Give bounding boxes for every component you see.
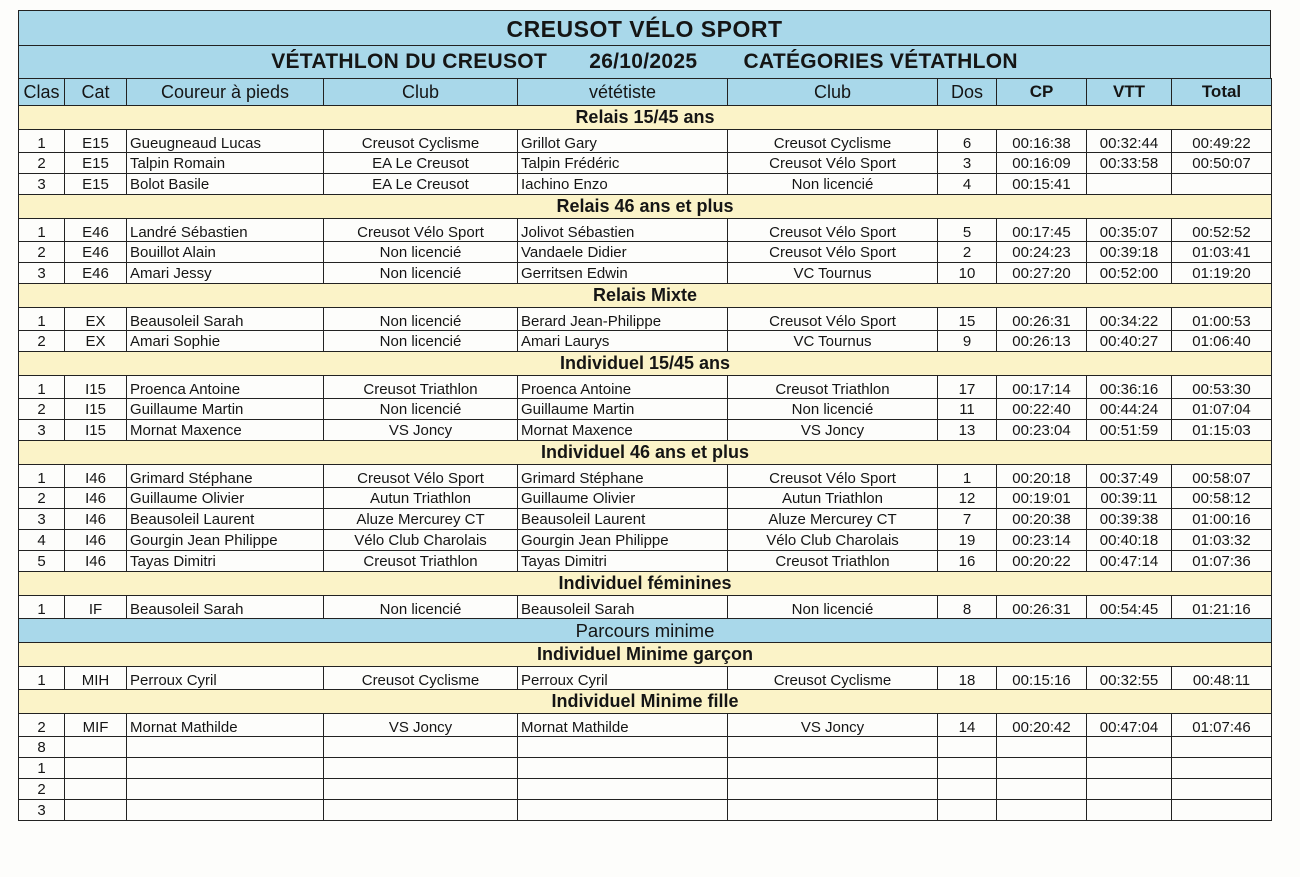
- table-row: [19, 420, 1272, 441]
- cell-cyclist: Mornat Mathilde: [518, 714, 728, 737]
- table-row: [19, 779, 1272, 800]
- cell-bib: 13: [938, 420, 997, 441]
- cell-runner-club: [324, 758, 518, 779]
- cell-category: E46: [65, 242, 127, 263]
- cell-vtt-time: [1087, 800, 1172, 821]
- cell-vtt-time: 00:54:45: [1087, 596, 1172, 619]
- cell-cp-time: 00:24:23: [997, 242, 1087, 263]
- table-row: [19, 219, 1272, 242]
- cell-bib: 11: [938, 399, 997, 420]
- cell-total-time: [1172, 779, 1272, 800]
- cell-total-time: 01:07:04: [1172, 399, 1272, 420]
- cell-cyclist: Perroux Cyril: [518, 667, 728, 690]
- cell-cyclist-club: Creusot Vélo Sport: [728, 153, 938, 174]
- section-header-row: [19, 441, 1272, 465]
- cell-category: I15: [65, 376, 127, 399]
- cell-cp-time: 00:16:38: [997, 130, 1087, 153]
- cell-cp-time: 00:26:31: [997, 308, 1087, 331]
- cell-cyclist-club: Creusot Cyclisme: [728, 130, 938, 153]
- event-title-bar: [18, 45, 1271, 78]
- cell-vtt-time: 00:34:22: [1087, 308, 1172, 331]
- cell-cyclist: Gourgin Jean Philippe: [518, 530, 728, 551]
- cell-bib: 17: [938, 376, 997, 399]
- cell-rank: 1: [19, 376, 65, 399]
- cell-runner-club: Non licencié: [324, 331, 518, 352]
- section-header-row: [19, 195, 1272, 219]
- cell-cp-time: 00:26:13: [997, 331, 1087, 352]
- cell-bib: [938, 800, 997, 821]
- cell-cp-time: 00:20:42: [997, 714, 1087, 737]
- cell-runner-club: [324, 779, 518, 800]
- col-header-runner-club: Club: [324, 79, 518, 106]
- col-header-cyclist: vététiste: [518, 79, 728, 106]
- cell-bib: [938, 737, 997, 758]
- cell-category: MIH: [65, 667, 127, 690]
- cell-category: [65, 779, 127, 800]
- col-header-cyclist-club: Club: [728, 79, 938, 106]
- section-title: Parcours minime: [19, 619, 1272, 643]
- cell-bib: 8: [938, 596, 997, 619]
- results-sheet: [18, 10, 1271, 821]
- cell-category: [65, 758, 127, 779]
- cell-total-time: 01:07:46: [1172, 714, 1272, 737]
- cell-bib: 3: [938, 153, 997, 174]
- cell-vtt-time: 00:51:59: [1087, 420, 1172, 441]
- cell-cyclist: [518, 800, 728, 821]
- cell-cyclist-club: [728, 800, 938, 821]
- cell-total-time: [1172, 758, 1272, 779]
- cell-cyclist-club: Creusot Triathlon: [728, 551, 938, 572]
- col-header-runner: Coureur à pieds: [127, 79, 324, 106]
- table-row: [19, 758, 1272, 779]
- cell-vtt-time: 00:47:14: [1087, 551, 1172, 572]
- cell-total-time: 01:00:53: [1172, 308, 1272, 331]
- cell-rank: 1: [19, 667, 65, 690]
- cell-runner-club: EA Le Creusot: [324, 153, 518, 174]
- table-row: [19, 714, 1272, 737]
- col-header-bib: Dos: [938, 79, 997, 106]
- cell-rank: 3: [19, 800, 65, 821]
- cell-cyclist: Proenca Antoine: [518, 376, 728, 399]
- cell-bib: [938, 779, 997, 800]
- cell-runner-club: [324, 800, 518, 821]
- section-title: Individuel Minime fille: [19, 690, 1272, 714]
- cell-cyclist-club: VC Tournus: [728, 263, 938, 284]
- section-header-row: [19, 284, 1272, 308]
- cell-runner: Amari Sophie: [127, 331, 324, 352]
- cell-runner-club: Creusot Vélo Sport: [324, 219, 518, 242]
- cell-cyclist: Grimard Stéphane: [518, 465, 728, 488]
- cell-bib: 9: [938, 331, 997, 352]
- cell-runner: Proenca Antoine: [127, 376, 324, 399]
- cell-bib: 12: [938, 488, 997, 509]
- cell-rank: 3: [19, 263, 65, 284]
- cell-cyclist: Guillaume Martin: [518, 399, 728, 420]
- cell-rank: 3: [19, 420, 65, 441]
- cell-category: E15: [65, 130, 127, 153]
- cell-total-time: 00:49:22: [1172, 130, 1272, 153]
- table-row: [19, 174, 1272, 195]
- cell-vtt-time: [1087, 779, 1172, 800]
- cell-runner: [127, 758, 324, 779]
- cell-category: EX: [65, 308, 127, 331]
- table-row: [19, 596, 1272, 619]
- cell-rank: 1: [19, 596, 65, 619]
- cell-category: I46: [65, 488, 127, 509]
- cell-category: I15: [65, 399, 127, 420]
- cell-cp-time: [997, 758, 1087, 779]
- cell-total-time: [1172, 174, 1272, 195]
- cell-runner: Grimard Stéphane: [127, 465, 324, 488]
- cell-category: E46: [65, 263, 127, 284]
- cell-runner: Tayas Dimitri: [127, 551, 324, 572]
- cell-cp-time: [997, 800, 1087, 821]
- table-row: [19, 509, 1272, 530]
- section-title: Relais Mixte: [19, 284, 1272, 308]
- table-row: [19, 331, 1272, 352]
- cell-bib: 10: [938, 263, 997, 284]
- cell-cp-time: 00:15:16: [997, 667, 1087, 690]
- cell-category: [65, 737, 127, 758]
- cell-cp-time: 00:27:20: [997, 263, 1087, 284]
- table-row: [19, 530, 1272, 551]
- cell-cp-time: 00:17:14: [997, 376, 1087, 399]
- cell-cyclist-club: VS Joncy: [728, 714, 938, 737]
- cell-cp-time: [997, 737, 1087, 758]
- cell-runner-club: Non licencié: [324, 399, 518, 420]
- cell-runner-club: Creusot Triathlon: [324, 551, 518, 572]
- cell-bib: 6: [938, 130, 997, 153]
- cell-vtt-time: [1087, 174, 1172, 195]
- cell-cyclist: [518, 779, 728, 800]
- cell-total-time: [1172, 737, 1272, 758]
- cell-runner-club: Creusot Cyclisme: [324, 667, 518, 690]
- cell-category: [65, 800, 127, 821]
- cell-bib: [938, 758, 997, 779]
- cell-runner: Beausoleil Sarah: [127, 596, 324, 619]
- cell-runner-club: VS Joncy: [324, 714, 518, 737]
- table-row: [19, 399, 1272, 420]
- cell-runner-club: EA Le Creusot: [324, 174, 518, 195]
- table-row: [19, 153, 1272, 174]
- cell-bib: 7: [938, 509, 997, 530]
- cell-runner: Bouillot Alain: [127, 242, 324, 263]
- cell-total-time: 01:03:32: [1172, 530, 1272, 551]
- section-title: Relais 15/45 ans: [19, 106, 1272, 130]
- cell-total-time: 01:15:03: [1172, 420, 1272, 441]
- cell-bib: 2: [938, 242, 997, 263]
- cell-cyclist: Berard Jean-Philippe: [518, 308, 728, 331]
- cell-vtt-time: 00:39:18: [1087, 242, 1172, 263]
- cell-runner-club: VS Joncy: [324, 420, 518, 441]
- cell-category: EX: [65, 331, 127, 352]
- cell-cyclist: [518, 737, 728, 758]
- cell-cyclist: [518, 758, 728, 779]
- results-table: [18, 78, 1272, 821]
- col-header-vtt-time: VTT: [1087, 79, 1172, 106]
- cell-category: I46: [65, 509, 127, 530]
- cell-total-time: 01:21:16: [1172, 596, 1272, 619]
- cell-runner-club: Aluze Mercurey CT: [324, 509, 518, 530]
- cell-cyclist-club: Non licencié: [728, 596, 938, 619]
- cell-vtt-time: 00:33:58: [1087, 153, 1172, 174]
- table-row: [19, 488, 1272, 509]
- cell-vtt-time: 00:35:07: [1087, 219, 1172, 242]
- col-header-rank: Clas: [19, 79, 65, 106]
- cell-runner-club: Autun Triathlon: [324, 488, 518, 509]
- cell-rank: 2: [19, 488, 65, 509]
- cell-cyclist: Beausoleil Sarah: [518, 596, 728, 619]
- cell-cyclist-club: Aluze Mercurey CT: [728, 509, 938, 530]
- cell-total-time: 00:53:30: [1172, 376, 1272, 399]
- cell-runner: [127, 779, 324, 800]
- cell-cp-time: 00:20:18: [997, 465, 1087, 488]
- cell-runner-club: Creusot Vélo Sport: [324, 465, 518, 488]
- cell-rank: 1: [19, 219, 65, 242]
- cell-runner: Guillaume Olivier: [127, 488, 324, 509]
- cell-vtt-time: [1087, 737, 1172, 758]
- cell-rank: 2: [19, 331, 65, 352]
- cell-runner-club: [324, 737, 518, 758]
- cell-cyclist-club: Creusot Vélo Sport: [728, 242, 938, 263]
- cell-cp-time: 00:15:41: [997, 174, 1087, 195]
- cell-rank: 2: [19, 399, 65, 420]
- cell-rank: 1: [19, 465, 65, 488]
- cell-total-time: [1172, 800, 1272, 821]
- cell-bib: 19: [938, 530, 997, 551]
- cell-cyclist: Tayas Dimitri: [518, 551, 728, 572]
- cell-total-time: 00:48:11: [1172, 667, 1272, 690]
- cell-rank: 3: [19, 509, 65, 530]
- table-row: [19, 308, 1272, 331]
- cell-vtt-time: [1087, 758, 1172, 779]
- cell-bib: 18: [938, 667, 997, 690]
- cell-runner-club: Non licencié: [324, 596, 518, 619]
- cell-cyclist: Grillot Gary: [518, 130, 728, 153]
- section-header-row: [19, 690, 1272, 714]
- cell-cyclist: Guillaume Olivier: [518, 488, 728, 509]
- section-title: Individuel 15/45 ans: [19, 352, 1272, 376]
- cell-total-time: 00:58:12: [1172, 488, 1272, 509]
- section-title: Individuel Minime garçon: [19, 643, 1272, 667]
- cell-total-time: 01:06:40: [1172, 331, 1272, 352]
- cell-rank: 2: [19, 153, 65, 174]
- cell-category: MIF: [65, 714, 127, 737]
- cell-cyclist: Gerritsen Edwin: [518, 263, 728, 284]
- cell-category: I46: [65, 551, 127, 572]
- cell-bib: 1: [938, 465, 997, 488]
- cell-total-time: 01:19:20: [1172, 263, 1272, 284]
- cell-rank: 2: [19, 714, 65, 737]
- cell-vtt-time: 00:40:18: [1087, 530, 1172, 551]
- cell-vtt-time: 00:40:27: [1087, 331, 1172, 352]
- cell-runner: Gueugneaud Lucas: [127, 130, 324, 153]
- section-title: Relais 46 ans et plus: [19, 195, 1272, 219]
- cell-runner: Perroux Cyril: [127, 667, 324, 690]
- cell-cp-time: 00:23:14: [997, 530, 1087, 551]
- table-row: [19, 800, 1272, 821]
- cell-vtt-time: 00:39:38: [1087, 509, 1172, 530]
- cell-rank: 2: [19, 779, 65, 800]
- section-header-row: [19, 352, 1272, 376]
- cell-vtt-time: 00:39:11: [1087, 488, 1172, 509]
- club-title: CREUSOT VÉLO SPORT: [18, 10, 1271, 45]
- cell-cyclist: Vandaele Didier: [518, 242, 728, 263]
- cell-category: E15: [65, 153, 127, 174]
- cell-cyclist: Amari Laurys: [518, 331, 728, 352]
- cell-vtt-time: 00:36:16: [1087, 376, 1172, 399]
- cell-runner: Beausoleil Laurent: [127, 509, 324, 530]
- cell-rank: 5: [19, 551, 65, 572]
- cell-rank: 2: [19, 242, 65, 263]
- table-row: [19, 263, 1272, 284]
- cell-vtt-time: 00:32:44: [1087, 130, 1172, 153]
- cell-bib: 14: [938, 714, 997, 737]
- table-row: [19, 465, 1272, 488]
- cell-runner: Guillaume Martin: [127, 399, 324, 420]
- col-header-category: Cat: [65, 79, 127, 106]
- cell-cyclist-club: Autun Triathlon: [728, 488, 938, 509]
- cell-total-time: 00:50:07: [1172, 153, 1272, 174]
- table-row: [19, 242, 1272, 263]
- cell-cyclist-club: [728, 779, 938, 800]
- cell-runner-club: Vélo Club Charolais: [324, 530, 518, 551]
- cell-runner: [127, 737, 324, 758]
- cell-cyclist-club: Creusot Vélo Sport: [728, 308, 938, 331]
- table-row: [19, 376, 1272, 399]
- cell-vtt-time: 00:32:55: [1087, 667, 1172, 690]
- cell-runner: Gourgin Jean Philippe: [127, 530, 324, 551]
- event-date: 26/10/2025: [589, 50, 698, 73]
- cell-vtt-time: 00:37:49: [1087, 465, 1172, 488]
- cell-bib: 5: [938, 219, 997, 242]
- cell-cp-time: 00:23:04: [997, 420, 1087, 441]
- results-body: [19, 106, 1272, 821]
- cell-rank: 4: [19, 530, 65, 551]
- cell-runner: Bolot Basile: [127, 174, 324, 195]
- event-name: VÉTATHLON DU CREUSOT: [271, 50, 548, 73]
- section-header-row: [19, 643, 1272, 667]
- cell-cyclist-club: [728, 758, 938, 779]
- cell-cp-time: 00:26:31: [997, 596, 1087, 619]
- cell-cyclist: Beausoleil Laurent: [518, 509, 728, 530]
- cell-total-time: 00:52:52: [1172, 219, 1272, 242]
- cell-runner: Mornat Mathilde: [127, 714, 324, 737]
- cell-cyclist-club: VS Joncy: [728, 420, 938, 441]
- cell-bib: 15: [938, 308, 997, 331]
- section-header-row: [19, 106, 1272, 130]
- cell-cyclist-club: Creusot Vélo Sport: [728, 219, 938, 242]
- cell-total-time: 01:07:36: [1172, 551, 1272, 572]
- cell-total-time: 00:58:07: [1172, 465, 1272, 488]
- cell-rank: 8: [19, 737, 65, 758]
- cell-runner: Beausoleil Sarah: [127, 308, 324, 331]
- cell-cyclist: Mornat Maxence: [518, 420, 728, 441]
- cell-cp-time: 00:16:09: [997, 153, 1087, 174]
- cell-cp-time: 00:17:45: [997, 219, 1087, 242]
- col-header-total-time: Total: [1172, 79, 1272, 106]
- cell-total-time: 01:03:41: [1172, 242, 1272, 263]
- event-subtitle: CATÉGORIES VÉTATHLON: [743, 50, 1018, 73]
- cell-category: I46: [65, 465, 127, 488]
- cell-runner-club: Non licencié: [324, 242, 518, 263]
- cell-rank: 1: [19, 758, 65, 779]
- cell-total-time: 01:00:16: [1172, 509, 1272, 530]
- cell-category: I15: [65, 420, 127, 441]
- cell-rank: 3: [19, 174, 65, 195]
- table-row: [19, 737, 1272, 758]
- section-title: Individuel 46 ans et plus: [19, 441, 1272, 465]
- table-row: [19, 667, 1272, 690]
- cell-cp-time: 00:20:22: [997, 551, 1087, 572]
- section-title: Individuel féminines: [19, 572, 1272, 596]
- cell-cyclist-club: Creusot Vélo Sport: [728, 465, 938, 488]
- cell-vtt-time: 00:47:04: [1087, 714, 1172, 737]
- cell-runner: Amari Jessy: [127, 263, 324, 284]
- cell-runner: Mornat Maxence: [127, 420, 324, 441]
- cell-runner: Talpin Romain: [127, 153, 324, 174]
- cell-cyclist-club: Vélo Club Charolais: [728, 530, 938, 551]
- cell-cyclist-club: Non licencié: [728, 174, 938, 195]
- cell-runner-club: Creusot Triathlon: [324, 376, 518, 399]
- cell-cyclist: Jolivot Sébastien: [518, 219, 728, 242]
- cell-vtt-time: 00:44:24: [1087, 399, 1172, 420]
- cell-vtt-time: 00:52:00: [1087, 263, 1172, 284]
- cell-runner-club: Non licencié: [324, 308, 518, 331]
- cell-cp-time: 00:20:38: [997, 509, 1087, 530]
- cell-rank: 1: [19, 308, 65, 331]
- cell-runner: Landré Sébastien: [127, 219, 324, 242]
- cell-cyclist: Talpin Frédéric: [518, 153, 728, 174]
- table-row: [19, 551, 1272, 572]
- cell-cyclist-club: Creusot Cyclisme: [728, 667, 938, 690]
- col-header-cp-time: CP: [997, 79, 1087, 106]
- cell-cyclist: Iachino Enzo: [518, 174, 728, 195]
- cell-cyclist-club: Non licencié: [728, 399, 938, 420]
- section-header-row: [19, 619, 1272, 643]
- column-header-row: [19, 79, 1272, 106]
- cell-runner-club: Creusot Cyclisme: [324, 130, 518, 153]
- cell-runner: [127, 800, 324, 821]
- cell-cyclist-club: Creusot Triathlon: [728, 376, 938, 399]
- cell-cp-time: [997, 779, 1087, 800]
- cell-cp-time: 00:22:40: [997, 399, 1087, 420]
- cell-category: IF: [65, 596, 127, 619]
- cell-cyclist-club: [728, 737, 938, 758]
- cell-bib: 4: [938, 174, 997, 195]
- cell-category: I46: [65, 530, 127, 551]
- cell-cyclist-club: VC Tournus: [728, 331, 938, 352]
- cell-rank: 1: [19, 130, 65, 153]
- table-row: [19, 130, 1272, 153]
- cell-bib: 16: [938, 551, 997, 572]
- section-header-row: [19, 572, 1272, 596]
- cell-runner-club: Non licencié: [324, 263, 518, 284]
- cell-cp-time: 00:19:01: [997, 488, 1087, 509]
- cell-category: E46: [65, 219, 127, 242]
- cell-category: E15: [65, 174, 127, 195]
